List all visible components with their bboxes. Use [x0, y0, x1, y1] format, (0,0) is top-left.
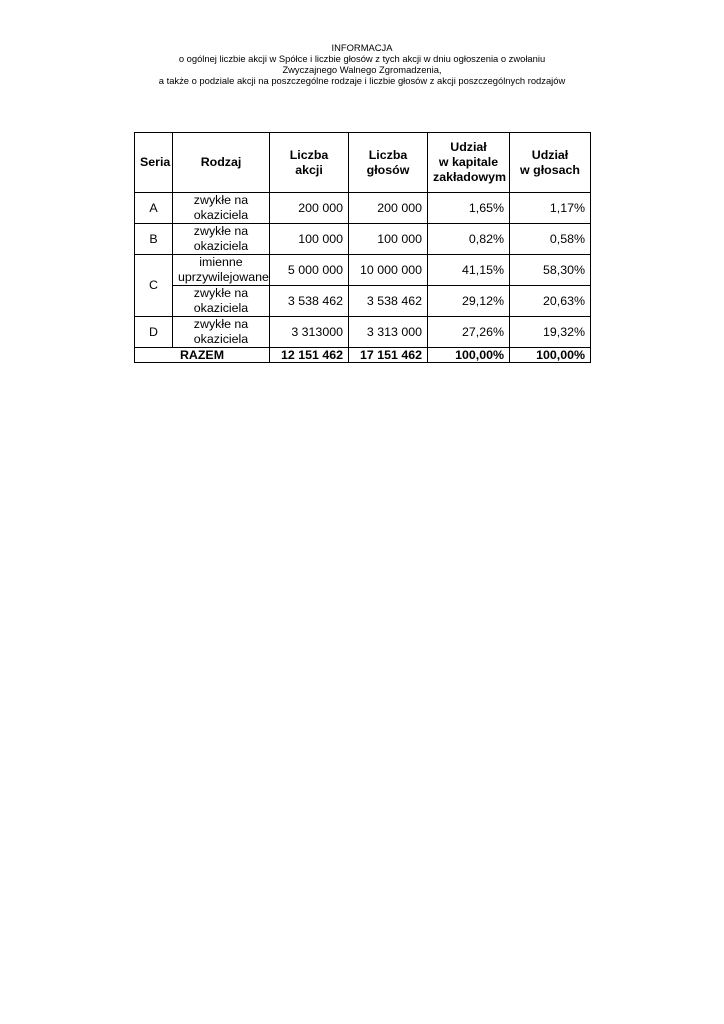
cell-rodzaj-line-1: zwykłe na	[193, 193, 249, 207]
table-row	[135, 286, 591, 317]
cell-seria: B	[135, 224, 173, 255]
cell-udzial-glosy: 58,30%	[510, 255, 591, 286]
cell-rodzaj	[173, 286, 270, 317]
cell-seria: C	[135, 255, 173, 317]
total-udzial-kapital: 100,00%	[428, 348, 510, 363]
document-header	[0, 42, 724, 86]
cell-liczba-akcji: 3 313000	[270, 317, 349, 348]
shares-table	[134, 132, 591, 363]
header-liczba-glosow-line-2: głosów	[366, 162, 410, 177]
cell-liczba-glosow: 200 000	[349, 193, 428, 224]
header-udzial-glosy	[510, 133, 591, 193]
cell-rodzaj-line-1: zwykłe na	[193, 286, 249, 300]
total-udzial-glosy: 100,00%	[510, 348, 591, 363]
header-title: INFORMACJA	[331, 42, 393, 53]
cell-liczba-glosow: 3 313 000	[349, 317, 428, 348]
cell-udzial-kapital: 0,82%	[428, 224, 510, 255]
header-liczba-akcji: Liczba akcji	[270, 133, 349, 193]
total-row	[135, 348, 591, 363]
cell-liczba-glosow: 100 000	[349, 224, 428, 255]
cell-liczba-glosow: 3 538 462	[349, 286, 428, 317]
cell-rodzaj-line-1: zwykłe na	[193, 224, 249, 238]
cell-rodzaj-line-2: okaziciela	[193, 239, 249, 253]
table-row	[135, 224, 591, 255]
cell-rodzaj	[173, 317, 270, 348]
cell-udzial-glosy: 0,58%	[510, 224, 591, 255]
cell-liczba-glosow: 10 000 000	[349, 255, 428, 286]
table-row	[135, 193, 591, 224]
header-seria: Seria	[135, 133, 173, 193]
cell-udzial-kapital: 27,26%	[428, 317, 510, 348]
header-udzial-glosy-line-2: w głosach	[520, 162, 580, 177]
header-line-4: a także o podziale akcji na poszczególne rodzaje i liczbie głosów z akcji poszczególnych rodzajów	[158, 75, 566, 86]
cell-rodzaj	[173, 224, 270, 255]
cell-liczba-akcji: 3 538 462	[270, 286, 349, 317]
cell-udzial-kapital: 1,65%	[428, 193, 510, 224]
cell-udzial-glosy: 1,17%	[510, 193, 591, 224]
cell-rodzaj-line-1: imienne	[199, 255, 243, 269]
total-liczba-glosow: 17 151 462	[349, 348, 428, 363]
cell-seria: D	[135, 317, 173, 348]
cell-rodzaj-line-2: uprzywilejowane	[178, 270, 269, 284]
cell-rodzaj	[173, 193, 270, 224]
total-liczba-akcji: 12 151 462	[270, 348, 349, 363]
total-label: RAZEM	[135, 348, 270, 363]
cell-seria: A	[135, 193, 173, 224]
table-header-row	[135, 133, 591, 193]
cell-udzial-kapital: 41,15%	[428, 255, 510, 286]
cell-rodzaj-line-2: okaziciela	[193, 301, 249, 315]
cell-udzial-glosy: 20,63%	[510, 286, 591, 317]
header-liczba-glosow	[349, 133, 428, 193]
cell-rodzaj	[173, 255, 270, 286]
header-liczba-glosow-line-1: Liczba	[368, 147, 408, 162]
header-rodzaj: Rodzaj	[173, 133, 270, 193]
table-row	[135, 317, 591, 348]
cell-rodzaj-line-2: okaziciela	[193, 208, 249, 222]
header-udzial-kapital-line-3: zakładowym	[433, 170, 506, 184]
header-udzial-glosy-line-1: Udział	[531, 147, 569, 162]
cell-rodzaj-line-1: zwykłe na	[193, 317, 249, 331]
table-row	[135, 255, 591, 286]
header-udzial-kapital-line-1: Udział	[450, 140, 487, 154]
cell-udzial-glosy: 19,32%	[510, 317, 591, 348]
cell-liczba-akcji: 100 000	[270, 224, 349, 255]
header-udzial-kapital	[428, 133, 510, 193]
cell-udzial-kapital: 29,12%	[428, 286, 510, 317]
header-line-3: Zwyczajnego Walnego Zgromadzenia,	[282, 64, 442, 75]
header-line-2: o ogólnej liczbie akcji w Spółce i liczbie głosów z tych akcji w dniu ogłoszenia o zwołaniu	[178, 53, 546, 64]
header-udzial-kapital-line-2: w kapitale	[438, 155, 499, 169]
cell-rodzaj-line-2: okaziciela	[193, 332, 249, 346]
cell-liczba-akcji: 200 000	[270, 193, 349, 224]
cell-liczba-akcji: 5 000 000	[270, 255, 349, 286]
